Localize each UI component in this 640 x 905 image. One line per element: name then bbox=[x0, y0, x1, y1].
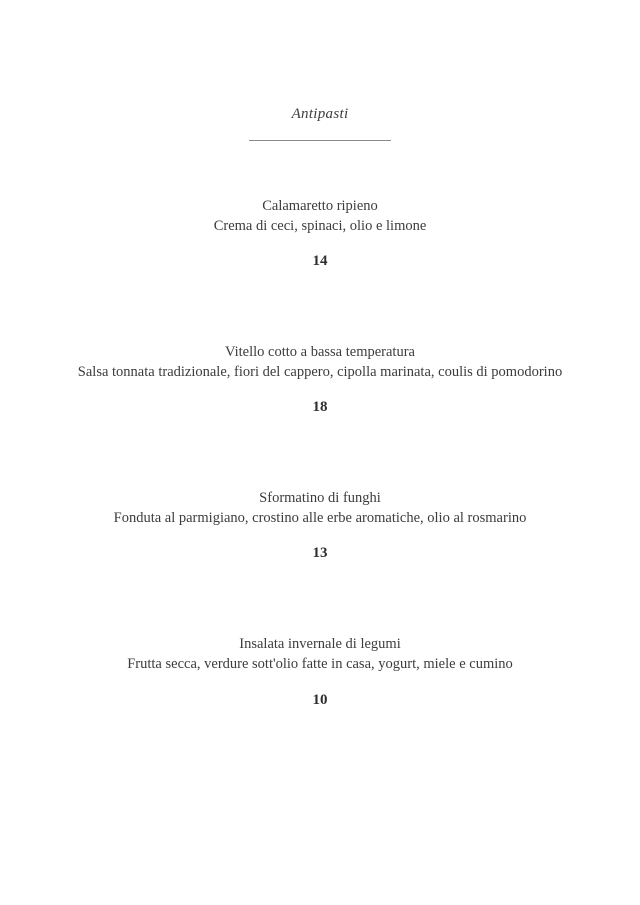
item-price: 10 bbox=[312, 691, 328, 708]
item-description: Fonduta al parmigiano, crostino alle erbe aromatiche, olio al rosmarino bbox=[113, 509, 527, 526]
item-description: Salsa tonnata tradizionale, fiori del cappero, cipolla marinata, coulis di pomodorino bbox=[77, 363, 563, 380]
menu-item bbox=[0, 343, 640, 416]
menu-section-title: Antipasti bbox=[291, 106, 349, 122]
menu-item bbox=[0, 489, 640, 562]
item-name: Insalata invernale di legumi bbox=[239, 636, 401, 653]
item-price: 14 bbox=[312, 253, 328, 270]
item-name: Calamaretto ripieno bbox=[262, 198, 378, 214]
menu-item bbox=[0, 635, 640, 708]
item-name: Vitello cotto a bassa temperatura bbox=[225, 344, 415, 361]
menu-item bbox=[0, 197, 640, 270]
item-description: Frutta secca, verdure sott'olio fatte in casa, yogurt, miele e cumino bbox=[127, 655, 513, 672]
menu-items-list bbox=[0, 197, 640, 709]
item-price: 13 bbox=[312, 545, 328, 562]
title-divider bbox=[249, 140, 391, 141]
item-price: 18 bbox=[312, 399, 328, 416]
item-name: Sformatino di funghi bbox=[259, 490, 381, 507]
item-description: Crema di ceci, spinaci, olio e limone bbox=[213, 217, 427, 234]
